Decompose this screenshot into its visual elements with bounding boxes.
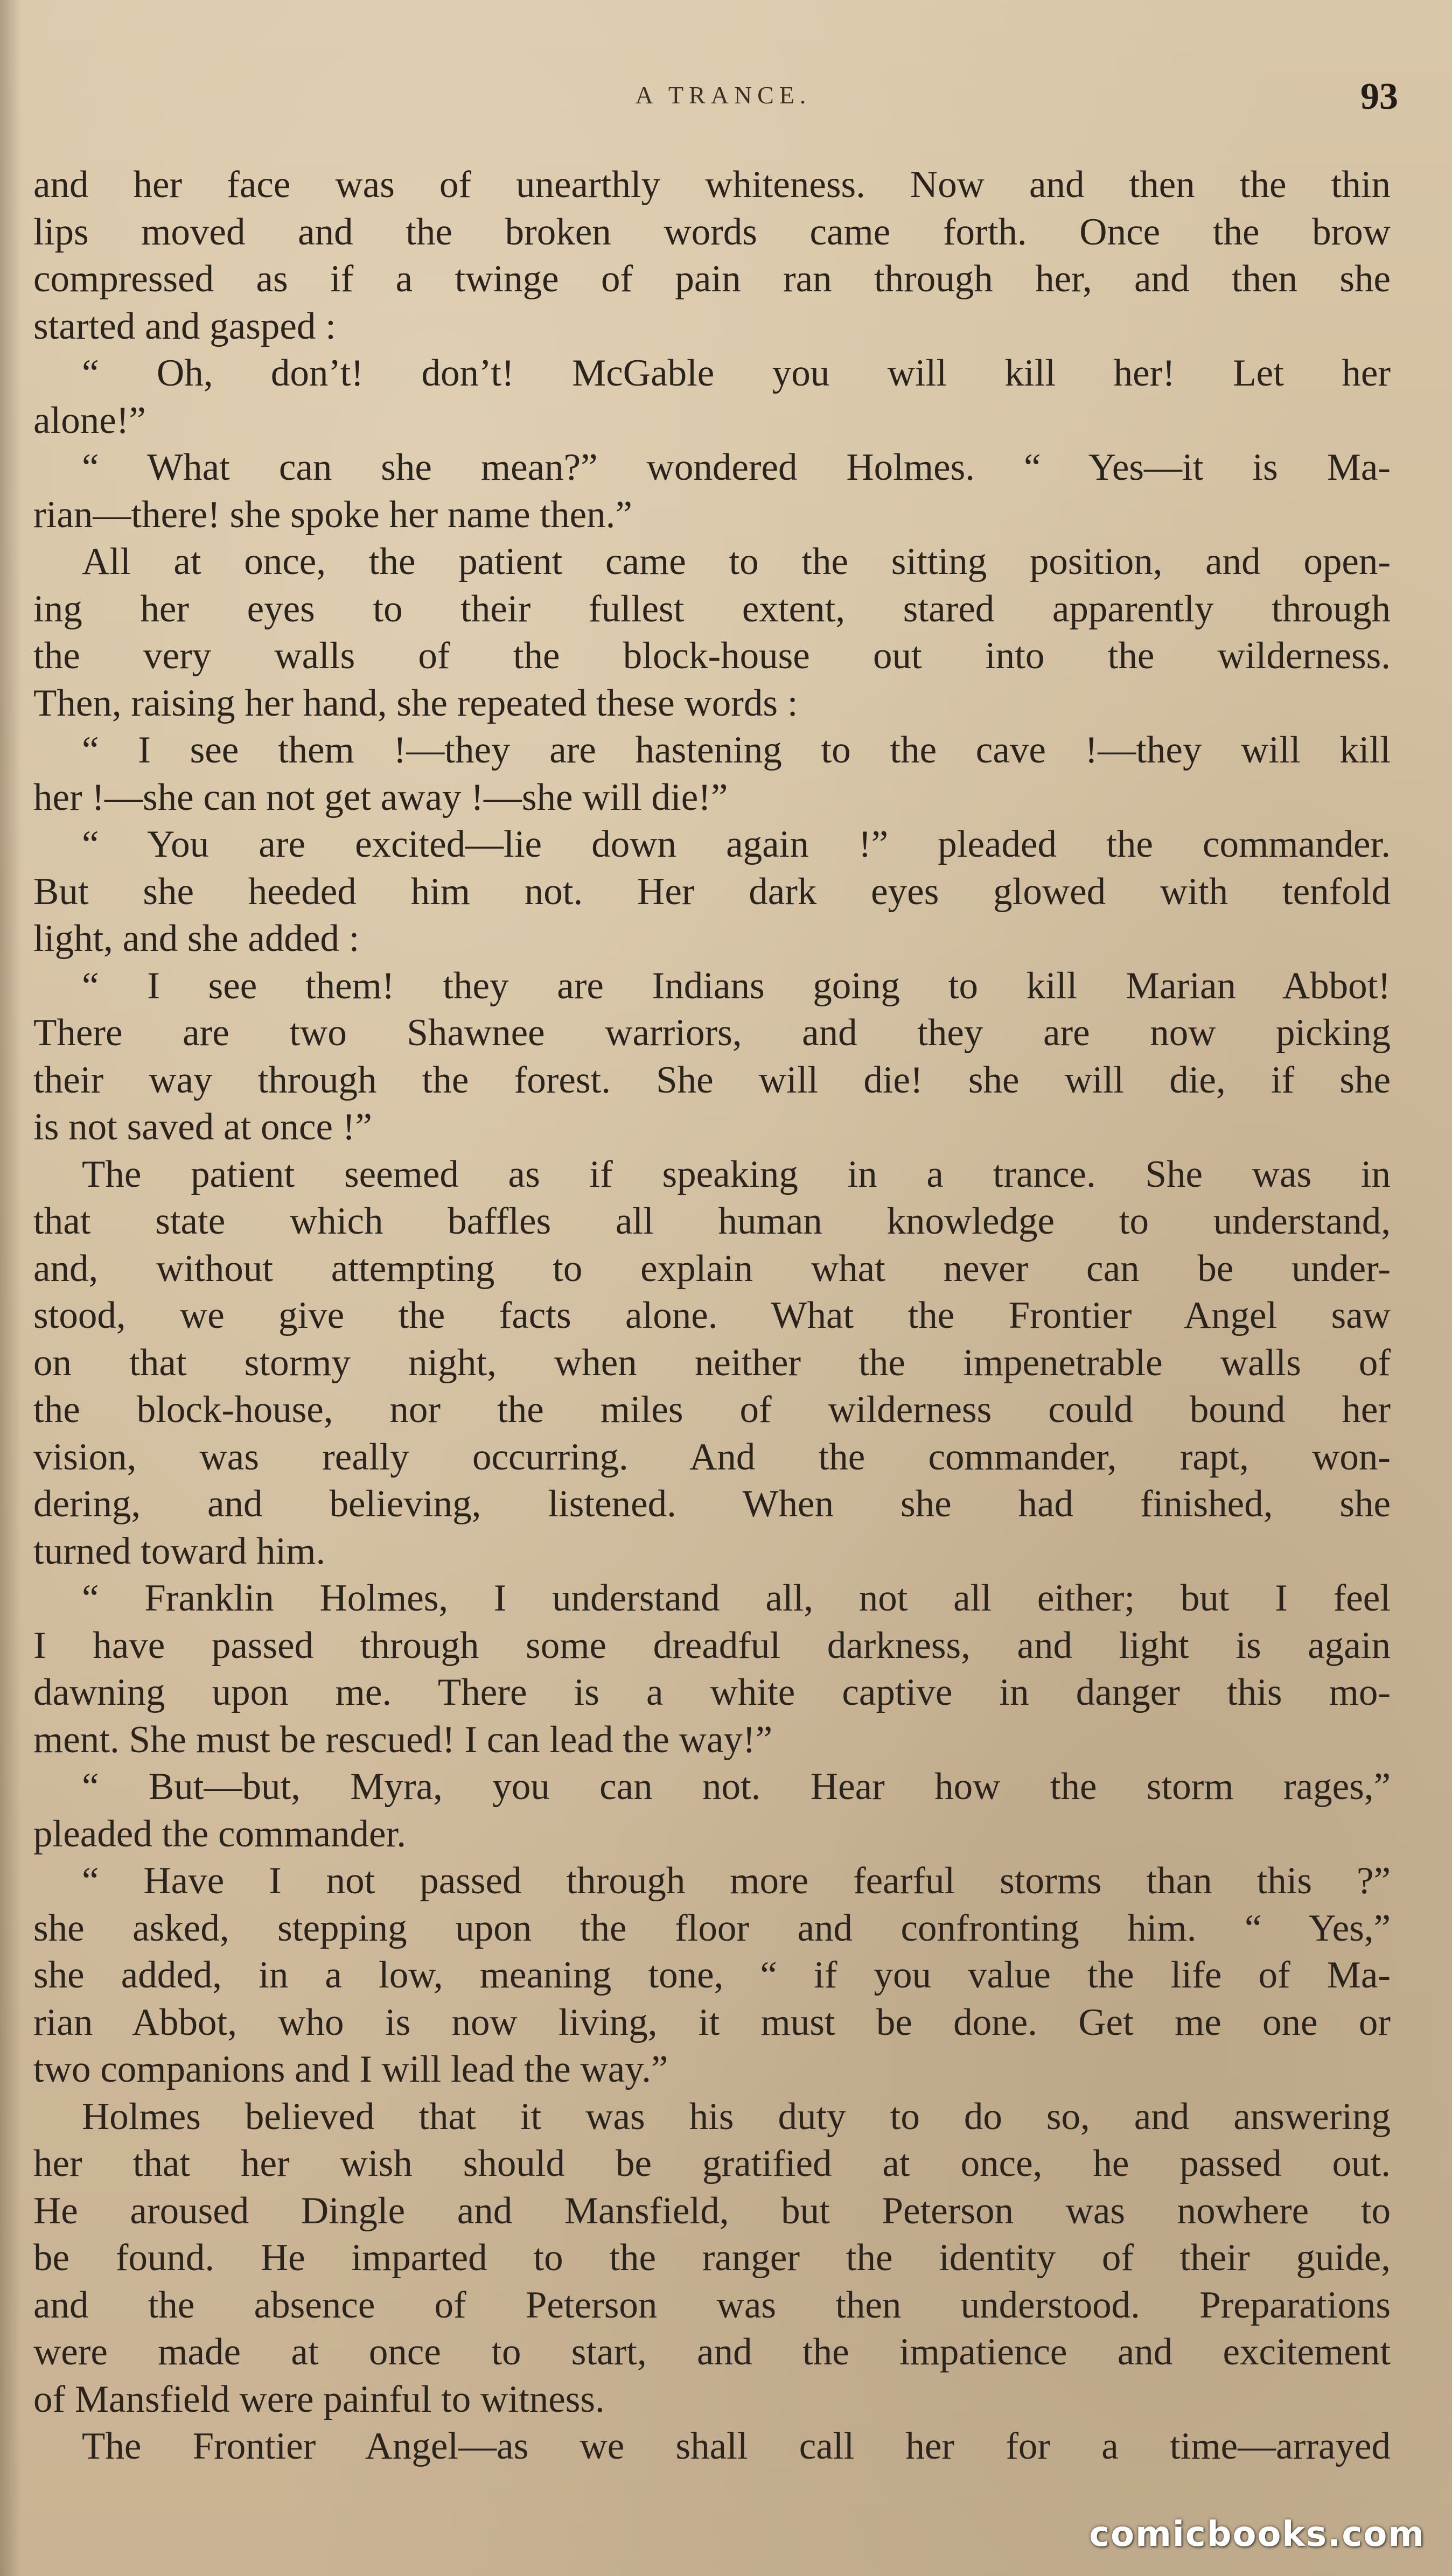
text-line: Holmes believed that it was his duty to do so, and answering — [82, 2095, 1391, 2138]
text-line: she asked, stepping upon the floor and confronting him. “ Yes,” — [33, 1907, 1391, 1949]
text-line: and her face was of unearthly whiteness. Now and then the thin — [33, 164, 1391, 206]
page-header — [38, 75, 1409, 124]
text-line: The patient seemed as if speaking in a trance. She was in — [82, 1153, 1391, 1195]
text-line: that state which baffles all human knowledge to understand, — [33, 1200, 1391, 1242]
text-line: turned toward him. — [33, 1530, 326, 1572]
text-line: I have passed through some dreadful darkness, and light is again — [33, 1624, 1391, 1667]
text-line: is not saved at once !” — [33, 1106, 372, 1148]
running-head: A TRANCE. — [635, 81, 812, 109]
page-number: 93 — [1360, 76, 1398, 117]
text-line: stood, we give the facts alone. What the Frontier Angel saw — [33, 1294, 1391, 1336]
text-line: dawning upon me. There is a white captive in danger this mo- — [33, 1671, 1391, 1713]
text-line: of Mansfield were painful to witness. — [33, 2378, 605, 2420]
text-line: “ Franklin Holmes, I understand all, not all either; but I feel — [82, 1577, 1391, 1619]
text-line: “ Oh, don’t! don’t! McGable you will kill her! Let her — [82, 352, 1391, 394]
text-line: The Frontier Angel—as we shall call her for a time—arrayed — [82, 2425, 1391, 2467]
text-line: “ I see them! they are Indians going to kill Marian Abbot! — [82, 964, 1391, 1007]
text-line: their way through the forest. She will die! she will die, if she — [33, 1059, 1391, 1101]
text-line: rian—there! she spoke her name then.” — [33, 493, 632, 536]
text-line: and, without attempting to explain what never can be under- — [33, 1247, 1391, 1290]
text-line: He aroused Dingle and Mansfield, but Peterson was nowhere to — [33, 2189, 1391, 2232]
text-line: and the absence of Peterson was then understood. Preparations — [33, 2284, 1391, 2326]
text-line: were made at once to start, and the impatience and excitement — [33, 2331, 1391, 2373]
text-line: lips moved and the broken words came forth. Once the brow — [33, 211, 1391, 253]
text-line: two companions and I will lead the way.” — [33, 2048, 668, 2090]
text-line: the block-house, nor the miles of wilderness could bound her — [33, 1389, 1391, 1431]
text-line: “ I see them !—they are hastening to the cave !—they will kill — [82, 729, 1391, 771]
text-line: “ But—but, Myra, you can not. Hear how the storm rages,” — [82, 1766, 1391, 1808]
text-line: There are two Shawnee warriors, and they are now picking — [33, 1012, 1391, 1054]
text-line: she added, in a low, meaning tone, “ if you value the life of Ma- — [33, 1954, 1391, 1996]
text-line: pleaded the commander. — [33, 1812, 406, 1855]
text-line: her !—she can not get away !—she will die!” — [33, 776, 728, 818]
text-line: ment. She must be rescued! I can lead the way!” — [33, 1718, 773, 1761]
text-line: But she heeded him not. Her dark eyes glowed with tenfold — [33, 870, 1391, 913]
text-line: the very walls of the block-house out into the wilderness. — [33, 635, 1391, 677]
text-line: compressed as if a twinge of pain ran through her, and then she — [33, 258, 1391, 300]
text-line: “ What can she mean?” wondered Holmes. “ Yes—it is Ma- — [82, 446, 1391, 488]
text-line: dering, and believing, listened. When she had finished, she — [33, 1483, 1391, 1525]
text-line: vision, was really occurring. And the commander, rapt, won- — [33, 1436, 1391, 1478]
text-line: alone!” — [33, 399, 146, 442]
text-line: “ You are excited—lie down again !” pleaded the commander. — [82, 823, 1391, 865]
text-line: ing her eyes to their fullest extent, stared apparently through — [33, 587, 1391, 630]
text-line: on that stormy night, when neither the impenetrable walls of — [33, 1341, 1391, 1384]
text-line: light, and she added : — [33, 918, 360, 960]
text-line: started and gasped : — [33, 305, 336, 347]
text-line: Then, raising her hand, she repeated these words : — [33, 682, 798, 724]
text-line: be found. He imparted to the ranger the identity of their guide, — [33, 2237, 1391, 2279]
text-line: All at once, the patient came to the sitting position, and open- — [82, 541, 1391, 583]
site-watermark: comicbooks.com — [1089, 2515, 1425, 2554]
page-gutter-shadow — [0, 0, 22, 2576]
text-line: rian Abbot, who is now living, it must be done. Get me one or — [33, 2001, 1391, 2043]
text-line: “ Have I not passed through more fearful storms than this ?” — [82, 1860, 1391, 1902]
body-text — [33, 162, 1391, 2470]
text-line: her that her wish should be gratified at once, he passed out. — [33, 2143, 1391, 2185]
